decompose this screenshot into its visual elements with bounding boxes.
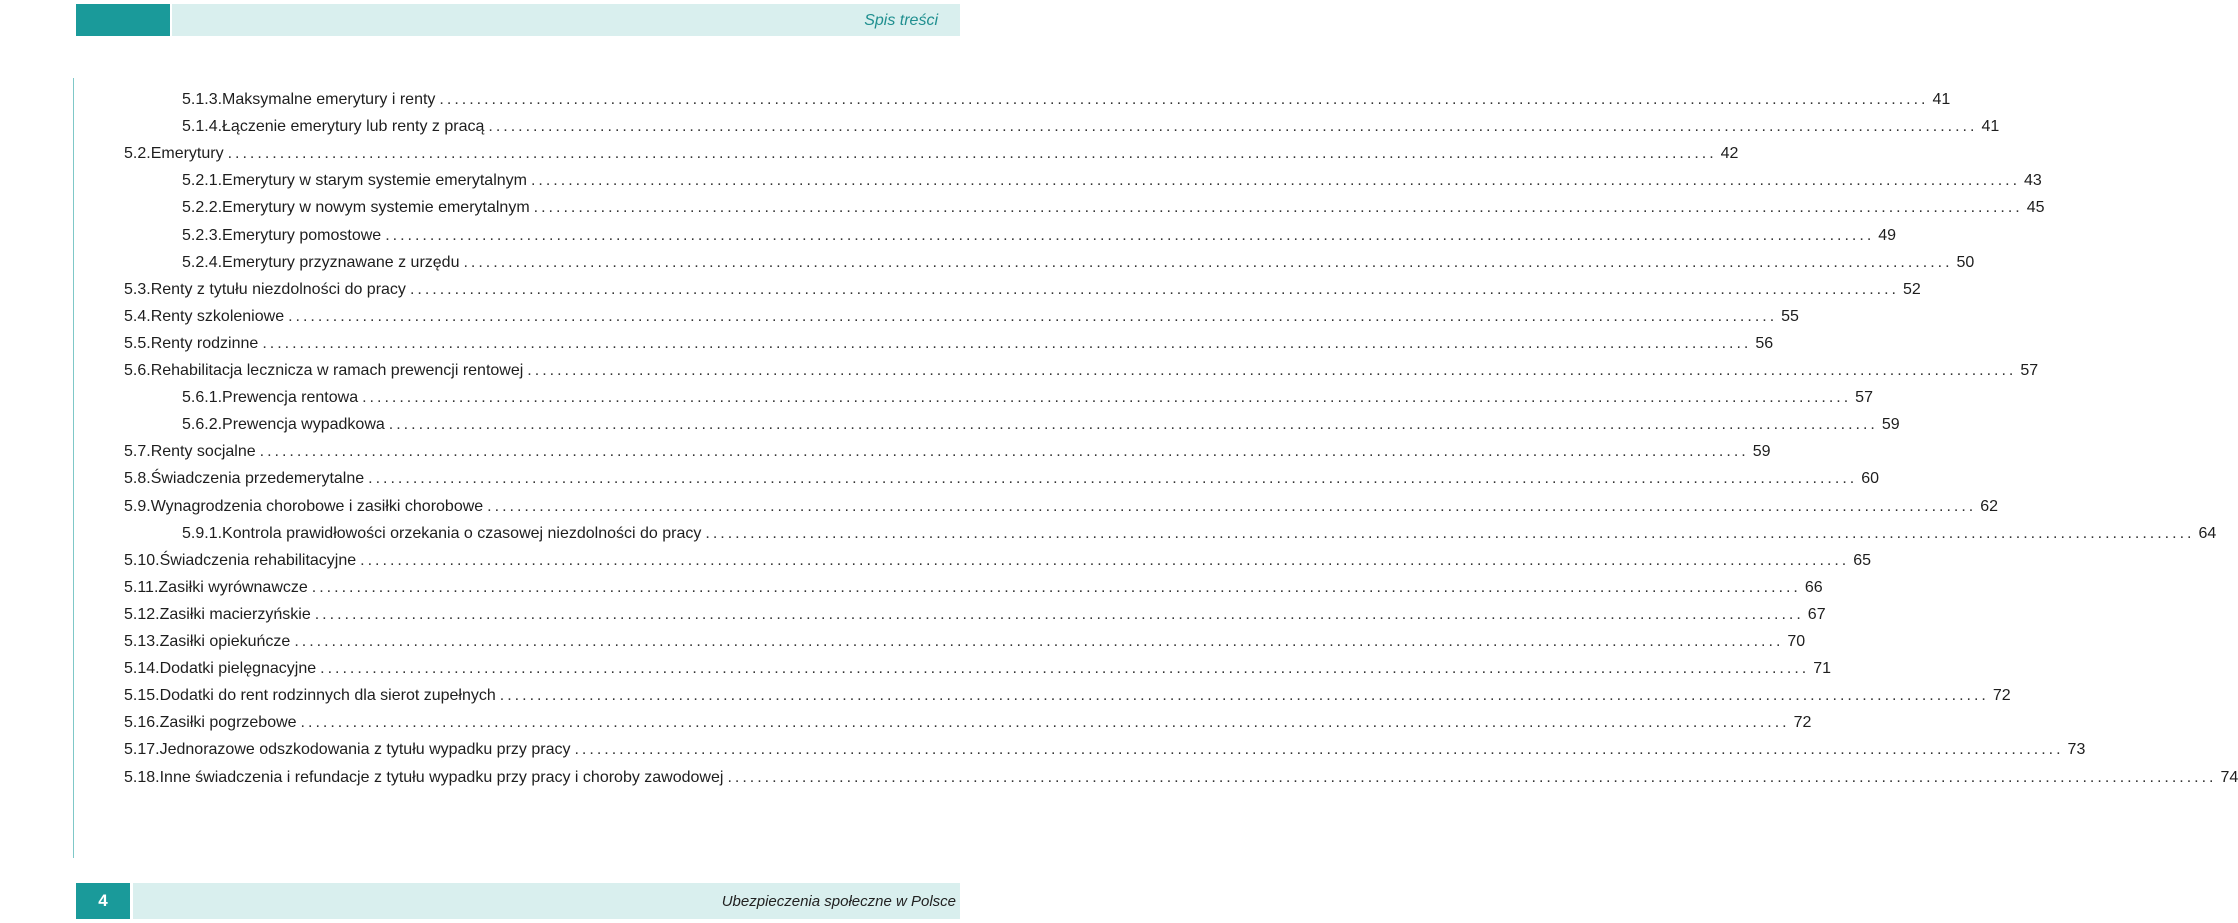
toc-leader-dots: ........................................................................................................................................................................................................ bbox=[360, 552, 1850, 569]
toc-leader-dots: ........................................................................................................................................................................................................ bbox=[409, 281, 1899, 298]
toc-entry-number: 5.17. bbox=[124, 741, 160, 758]
toc-leader-dots: ........................................................................................................................................................................................................ bbox=[288, 308, 1778, 325]
footer-page-number: 4 bbox=[76, 883, 130, 919]
toc-entry-number: 5.2.4. bbox=[182, 254, 223, 271]
toc-entry-title: Łączenie emerytury lub renty z pracą bbox=[222, 118, 485, 135]
toc-entry-page: 43 bbox=[2024, 172, 2042, 189]
toc-entry[interactable] bbox=[124, 682, 2011, 710]
toc-entry-number: 5.2. bbox=[124, 145, 151, 162]
toc-entry-page: 41 bbox=[1932, 91, 1951, 108]
toc-entry-title: Zasiłki wyrównawcze bbox=[158, 579, 308, 596]
toc-entry-page: 52 bbox=[1903, 281, 1921, 298]
toc-entry-number: 5.9.1. bbox=[182, 525, 223, 542]
toc-leader-dots: ........................................................................................................................................................................................................ bbox=[727, 769, 2217, 786]
toc-entry-title: Emerytury przyznawane z urzędu bbox=[222, 254, 460, 271]
toc-entry-number: 5.11. bbox=[124, 579, 159, 596]
page-header-title: Spis treści bbox=[864, 12, 938, 29]
toc-leader-dots: ........................................................................................................................................................................................................ bbox=[311, 579, 1801, 596]
toc-entry-number: 5.1.3. bbox=[182, 91, 223, 108]
toc-entry[interactable] bbox=[124, 655, 1831, 683]
toc-entry[interactable] bbox=[124, 628, 1806, 656]
toc-entry-number: 5.14. bbox=[124, 660, 160, 677]
toc-leader-dots: ........................................................................................................................................................................................................ bbox=[368, 470, 1858, 487]
toc-leader-dots: ........................................................................................................................................................................................................ bbox=[705, 525, 2195, 542]
toc-leader-dots: ........................................................................................................................................................................................................ bbox=[574, 741, 2064, 758]
toc-entry-page: 55 bbox=[1781, 308, 1799, 325]
toc-entry-title: Świadczenia rehabilitacyjne bbox=[159, 552, 357, 569]
toc-entry-page: 50 bbox=[1956, 254, 1975, 271]
toc-entry[interactable] bbox=[124, 465, 1879, 493]
toc-leader-dots: ........................................................................................................................................................................................................ bbox=[388, 416, 1878, 433]
toc-leader-dots: ........................................................................................................................................................................................................ bbox=[314, 606, 1804, 623]
toc-entry[interactable] bbox=[182, 249, 1975, 277]
toc-entry[interactable] bbox=[182, 113, 2000, 141]
toc-entry-number: 5.16. bbox=[124, 714, 160, 731]
toc-entry-title: Zasiłki pogrzebowe bbox=[159, 714, 297, 731]
toc-entry-number: 5.15. bbox=[124, 687, 160, 704]
toc-entry-number: 5.18. bbox=[124, 769, 160, 786]
toc-entry[interactable] bbox=[182, 86, 1951, 114]
header-bar bbox=[172, 4, 960, 36]
toc-leader-dots: ........................................................................................................................................................................................................ bbox=[259, 443, 1749, 460]
toc-entry-page: 72 bbox=[1992, 687, 2011, 704]
toc-leader-dots: ........................................................................................................................................................................................................ bbox=[227, 145, 1717, 162]
toc-entry-title: Emerytury w starym systemie emerytalnym bbox=[222, 172, 527, 189]
footer-bar bbox=[133, 883, 960, 919]
toc-entry-page: 59 bbox=[1881, 416, 1900, 433]
toc-leader-dots: ........................................................................................................................................................................................................ bbox=[533, 199, 2023, 216]
toc-entry-title: Renty z tytułu niezdolności do pracy bbox=[150, 281, 406, 298]
toc-entry-title: Prewencja rentowa bbox=[222, 389, 359, 406]
toc-entry-page: 57 bbox=[2020, 362, 2039, 379]
toc-entry-title: Wynagrodzenia chorobowe i zasiłki chorobowe bbox=[150, 498, 484, 515]
toc-entry[interactable] bbox=[182, 520, 2217, 548]
toc-entry-title: Zasiłki macierzyńskie bbox=[159, 606, 311, 623]
toc-entry[interactable] bbox=[182, 222, 1897, 250]
toc-entry[interactable] bbox=[124, 601, 1826, 629]
toc-leader-dots: ........................................................................................................................................................................................................ bbox=[320, 660, 1810, 677]
toc-leader-dots: ........................................................................................................................................................................................................ bbox=[499, 687, 1989, 704]
toc-entry[interactable] bbox=[124, 574, 1823, 602]
toc-entry-page: 65 bbox=[1853, 552, 1872, 569]
toc-entry-page: 66 bbox=[1804, 579, 1823, 596]
toc-entry[interactable] bbox=[182, 194, 2045, 222]
toc-leader-dots: ........................................................................................................................................................................................................ bbox=[439, 91, 1929, 108]
toc-entry[interactable] bbox=[124, 493, 1999, 521]
toc-entry-title: Dodatki do rent rodzinnych dla sierot zupełnych bbox=[159, 687, 496, 704]
toc-entry-page: 56 bbox=[1755, 335, 1774, 352]
toc-entry-number: 5.9. bbox=[124, 498, 151, 515]
toc-entry-number: 5.5. bbox=[124, 335, 151, 352]
toc-entry-page: 60 bbox=[1861, 470, 1879, 487]
toc-entry-number: 5.12. bbox=[124, 606, 160, 623]
toc-leader-dots: ........................................................................................................................................................................................................ bbox=[463, 254, 1953, 271]
toc-entry-number: 5.13. bbox=[124, 633, 160, 650]
toc-entry[interactable] bbox=[182, 384, 1873, 412]
toc-entry-number: 5.2.3. bbox=[182, 227, 223, 244]
toc-leader-dots: ........................................................................................................................................................................................................ bbox=[262, 335, 1752, 352]
toc-entry[interactable] bbox=[124, 709, 1812, 737]
toc-leader-dots: ........................................................................................................................................................................................................ bbox=[385, 227, 1875, 244]
toc-entry-title: Rehabilitacja lecznicza w ramach prewencji rentowej bbox=[150, 362, 524, 379]
toc-leader-dots: ........................................................................................................................................................................................................ bbox=[294, 633, 1784, 650]
toc-entry-title: Emerytury w nowym systemie emerytalnym bbox=[222, 199, 530, 216]
toc-entry-page: 59 bbox=[1752, 443, 1771, 460]
toc-entry-page: 71 bbox=[1813, 660, 1831, 677]
toc-leader-dots: ........................................................................................................................................................................................................ bbox=[527, 362, 2017, 379]
toc-entry-page: 74 bbox=[2220, 769, 2238, 786]
toc-entry-title: Jednorazowe odszkodowania z tytułu wypadku przy pracy bbox=[159, 741, 571, 758]
toc-leader-dots: ........................................................................................................................................................................................................ bbox=[488, 118, 1978, 135]
toc-entry[interactable] bbox=[124, 736, 2086, 764]
toc-entry-page: 45 bbox=[2026, 199, 2045, 216]
toc-leader-dots: ........................................................................................................................................................................................................ bbox=[362, 389, 1852, 406]
toc-entry-page: 64 bbox=[2198, 525, 2217, 542]
margin-rule bbox=[73, 78, 74, 858]
toc-entry-number: 5.2.2. bbox=[182, 199, 223, 216]
toc-entry-title: Inne świadczenia i refundacje z tytułu wypadku przy pracy i choroby zawodowej bbox=[159, 769, 724, 786]
toc-entry-title: Świadczenia przedemerytalne bbox=[150, 470, 365, 487]
toc-leader-dots: ........................................................................................................................................................................................................ bbox=[530, 172, 2021, 189]
toc-entry[interactable] bbox=[124, 764, 2238, 792]
toc-entry-title: Emerytury bbox=[150, 145, 224, 162]
toc-entry[interactable] bbox=[182, 167, 2042, 195]
toc-entry-number: 5.2.1. bbox=[182, 172, 223, 189]
header-accent-block bbox=[76, 4, 170, 36]
toc-entry-page: 62 bbox=[1980, 498, 1999, 515]
toc-entry-page: 67 bbox=[1807, 606, 1826, 623]
toc-entry-number: 5.6.2. bbox=[182, 416, 223, 433]
toc-entry[interactable] bbox=[124, 303, 1799, 331]
toc-entry-page: 57 bbox=[1855, 389, 1873, 406]
toc-entry-number: 5.1.4. bbox=[182, 118, 223, 135]
toc-entry-title: Kontrola prawidłowości orzekania o czasowej niezdolności do pracy bbox=[222, 525, 702, 542]
toc-entry[interactable] bbox=[124, 438, 1771, 466]
toc-entry[interactable] bbox=[124, 547, 1872, 575]
toc-leader-dots: ........................................................................................................................................................................................................ bbox=[487, 498, 1977, 515]
toc-leader-dots: ........................................................................................................................................................................................................ bbox=[300, 714, 1790, 731]
toc-entry-page: 73 bbox=[2067, 741, 2086, 758]
toc-entry-number: 5.10. bbox=[124, 552, 160, 569]
toc-entry[interactable] bbox=[124, 140, 1739, 168]
toc-entry[interactable] bbox=[124, 276, 1921, 304]
toc-entry-page: 41 bbox=[1981, 118, 2000, 135]
toc-entry-title: Zasiłki opiekuńcze bbox=[159, 633, 291, 650]
footer-book-title: Ubezpieczenia społeczne w Polsce bbox=[721, 893, 956, 910]
toc-entry-title: Dodatki pielęgnacyjne bbox=[159, 660, 317, 677]
toc-entry-page: 42 bbox=[1720, 145, 1739, 162]
toc-entry-number: 5.8. bbox=[124, 470, 151, 487]
toc-entry-number: 5.3. bbox=[124, 281, 151, 298]
toc-entry-title: Renty socjalne bbox=[150, 443, 256, 460]
toc-entry-title: Maksymalne emerytury i renty bbox=[222, 91, 436, 108]
toc-entry-title: Prewencja wypadkowa bbox=[222, 416, 385, 433]
toc-entry-title: Renty szkoleniowe bbox=[150, 308, 285, 325]
toc-entry-title: Renty rodzinne bbox=[150, 335, 259, 352]
toc-entry-number: 5.6.1. bbox=[182, 389, 223, 406]
toc-entry[interactable] bbox=[182, 411, 1900, 439]
toc-entry-number: 5.4. bbox=[124, 308, 151, 325]
toc-entry-title: Emerytury pomostowe bbox=[222, 227, 382, 244]
toc-entry[interactable] bbox=[124, 357, 2039, 385]
toc-entry-number: 5.6. bbox=[124, 362, 151, 379]
toc-entry-page: 72 bbox=[1793, 714, 1812, 731]
toc-entry[interactable] bbox=[124, 330, 1774, 358]
toc-entry-number: 5.7. bbox=[124, 443, 151, 460]
toc-entry-page: 70 bbox=[1787, 633, 1806, 650]
toc-entry-page: 49 bbox=[1878, 227, 1897, 244]
